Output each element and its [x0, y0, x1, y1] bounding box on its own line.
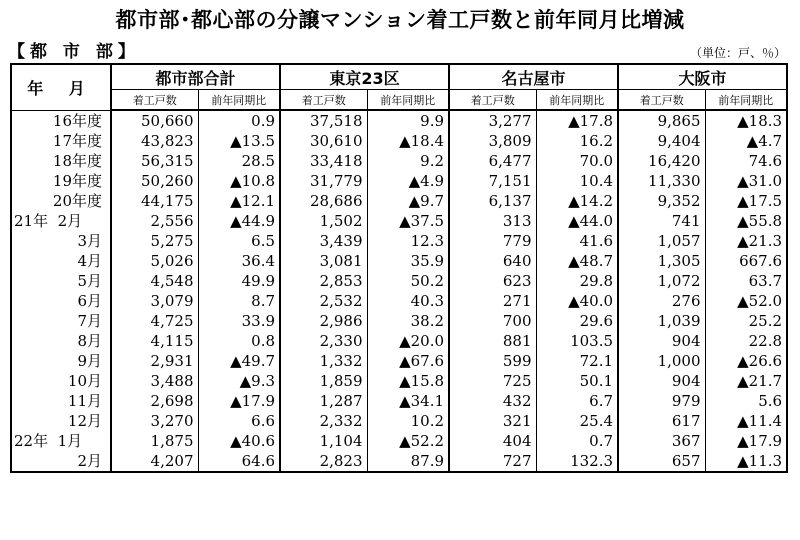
- table-body: [11, 110, 787, 472]
- cell-starts: 4,548: [111, 271, 198, 291]
- table-row: [11, 171, 787, 191]
- cell-starts: 2,931: [111, 351, 198, 371]
- cell-starts: 2,332: [280, 411, 367, 431]
- cell-yoy: ▲40.0: [536, 291, 618, 311]
- cell-yoy: ▲4.7: [705, 131, 787, 151]
- cell-yoy: 70.0: [536, 151, 618, 171]
- table-row: [11, 131, 787, 151]
- cell-yoy: ▲26.6: [705, 351, 787, 371]
- cell-starts: 3,081: [280, 251, 367, 271]
- cell-yoy: ▲55.8: [705, 211, 787, 231]
- cell-yoy: ▲20.0: [367, 331, 449, 351]
- cell-yoy: 16.2: [536, 131, 618, 151]
- cell-starts: 741: [618, 211, 705, 231]
- cell-yoy: 74.6: [705, 151, 787, 171]
- row-label: 18年度: [11, 151, 111, 171]
- table-row: [11, 451, 787, 472]
- cell-starts: 3,277: [449, 110, 536, 131]
- cell-starts: 271: [449, 291, 536, 311]
- data-table: [10, 63, 788, 473]
- cell-starts: 9,404: [618, 131, 705, 151]
- cell-starts: 3,079: [111, 291, 198, 311]
- cell-starts: 321: [449, 411, 536, 431]
- row-label: 22年 1月: [11, 431, 111, 451]
- subheader-starts: 着工戸数: [280, 90, 367, 111]
- cell-yoy: 50.2: [367, 271, 449, 291]
- cell-starts: 1,057: [618, 231, 705, 251]
- cell-starts: 1,502: [280, 211, 367, 231]
- cell-yoy: 9.9: [367, 110, 449, 131]
- cell-yoy: 0.8: [198, 331, 280, 351]
- cell-yoy: 8.7: [198, 291, 280, 311]
- cell-starts: 44,175: [111, 191, 198, 211]
- cell-yoy: ▲37.5: [367, 211, 449, 231]
- cell-yoy: ▲21.7: [705, 371, 787, 391]
- cell-yoy: 5.6: [705, 391, 787, 411]
- cell-starts: 2,698: [111, 391, 198, 411]
- cell-yoy: 40.3: [367, 291, 449, 311]
- row-label: 2月: [11, 451, 111, 472]
- cell-starts: 7,151: [449, 171, 536, 191]
- cell-yoy: 6.6: [198, 411, 280, 431]
- table-row: [11, 411, 787, 431]
- table-row: [11, 251, 787, 271]
- cell-starts: 640: [449, 251, 536, 271]
- cell-yoy: ▲48.7: [536, 251, 618, 271]
- cell-yoy: ▲49.7: [198, 351, 280, 371]
- cell-yoy: ▲9.7: [367, 191, 449, 211]
- table-row: [11, 291, 787, 311]
- cell-yoy: ▲11.4: [705, 411, 787, 431]
- cell-starts: 6,137: [449, 191, 536, 211]
- row-label: 3月: [11, 231, 111, 251]
- subheader-starts: 着工戸数: [618, 90, 705, 111]
- cell-starts: 4,207: [111, 451, 198, 472]
- cell-starts: 881: [449, 331, 536, 351]
- group-header-total: 都市部合計: [111, 64, 280, 90]
- subheader-starts: 着工戸数: [449, 90, 536, 111]
- cell-starts: 1,000: [618, 351, 705, 371]
- cell-starts: 33,418: [280, 151, 367, 171]
- cell-starts: 2,330: [280, 331, 367, 351]
- cell-starts: 1,039: [618, 311, 705, 331]
- cell-starts: 1,287: [280, 391, 367, 411]
- cell-yoy: 667.6: [705, 251, 787, 271]
- cell-yoy: 103.5: [536, 331, 618, 351]
- cell-starts: 4,725: [111, 311, 198, 331]
- cell-yoy: 9.2: [367, 151, 449, 171]
- cell-starts: 904: [618, 371, 705, 391]
- cell-yoy: ▲44.0: [536, 211, 618, 231]
- cell-yoy: ▲4.9: [367, 171, 449, 191]
- table-row: [11, 331, 787, 351]
- cell-starts: 3,488: [111, 371, 198, 391]
- table-row: [11, 391, 787, 411]
- cell-starts: 50,660: [111, 110, 198, 131]
- cell-yoy: 38.2: [367, 311, 449, 331]
- cell-starts: 657: [618, 451, 705, 472]
- cell-starts: 31,779: [280, 171, 367, 191]
- cell-starts: 2,532: [280, 291, 367, 311]
- cell-starts: 1,305: [618, 251, 705, 271]
- cell-yoy: ▲52.2: [367, 431, 449, 451]
- group-header-nagoya: 名古屋市: [449, 64, 618, 90]
- cell-starts: 1,859: [280, 371, 367, 391]
- cell-yoy: 72.1: [536, 351, 618, 371]
- cell-yoy: ▲18.3: [705, 110, 787, 131]
- cell-yoy: ▲44.9: [198, 211, 280, 231]
- subheader-yoy: 前年同期比: [705, 90, 787, 111]
- cell-yoy: 0.9: [198, 110, 280, 131]
- cell-starts: 9,352: [618, 191, 705, 211]
- cell-starts: 2,986: [280, 311, 367, 331]
- cell-starts: 30,610: [280, 131, 367, 151]
- row-label: 20年度: [11, 191, 111, 211]
- group-header-osaka: 大阪市: [618, 64, 787, 90]
- table-row: [11, 110, 787, 131]
- cell-starts: 904: [618, 331, 705, 351]
- cell-starts: 1,875: [111, 431, 198, 451]
- table-row: [11, 191, 787, 211]
- cell-starts: 979: [618, 391, 705, 411]
- cell-yoy: 87.9: [367, 451, 449, 472]
- cell-starts: 367: [618, 431, 705, 451]
- cell-yoy: 0.7: [536, 431, 618, 451]
- period-header: 年 月: [11, 64, 111, 110]
- cell-starts: 2,556: [111, 211, 198, 231]
- row-label: 12月: [11, 411, 111, 431]
- section-label: 【都 市 部】: [8, 42, 140, 62]
- cell-starts: 2,853: [280, 271, 367, 291]
- unit-note: （単位：戸、％）: [689, 46, 786, 60]
- cell-yoy: ▲9.3: [198, 371, 280, 391]
- cell-yoy: 64.6: [198, 451, 280, 472]
- cell-starts: 1,104: [280, 431, 367, 451]
- table-row: [11, 431, 787, 451]
- cell-starts: 9,865: [618, 110, 705, 131]
- cell-yoy: 50.1: [536, 371, 618, 391]
- cell-yoy: 6.5: [198, 231, 280, 251]
- cell-starts: 276: [618, 291, 705, 311]
- table-row: [11, 351, 787, 371]
- cell-starts: 56,315: [111, 151, 198, 171]
- cell-yoy: 25.2: [705, 311, 787, 331]
- cell-yoy: ▲14.2: [536, 191, 618, 211]
- cell-yoy: ▲31.0: [705, 171, 787, 191]
- cell-yoy: ▲13.5: [198, 131, 280, 151]
- page-title: 都市部･都心部の分譲マンション着工戸数と前年同月比増減: [115, 8, 685, 32]
- cell-starts: 4,115: [111, 331, 198, 351]
- row-label: 5月: [11, 271, 111, 291]
- cell-yoy: ▲34.1: [367, 391, 449, 411]
- cell-yoy: ▲17.9: [705, 431, 787, 451]
- cell-yoy: ▲40.6: [198, 431, 280, 451]
- subheader-yoy: 前年同期比: [198, 90, 280, 111]
- cell-starts: 599: [449, 351, 536, 371]
- cell-starts: 3,809: [449, 131, 536, 151]
- cell-yoy: ▲21.3: [705, 231, 787, 251]
- cell-starts: 313: [449, 211, 536, 231]
- cell-starts: 28,686: [280, 191, 367, 211]
- row-label: 16年度: [11, 110, 111, 131]
- cell-starts: 623: [449, 271, 536, 291]
- cell-yoy: ▲10.8: [198, 171, 280, 191]
- cell-yoy: 10.2: [367, 411, 449, 431]
- cell-yoy: 36.4: [198, 251, 280, 271]
- cell-starts: 404: [449, 431, 536, 451]
- cell-yoy: 63.7: [705, 271, 787, 291]
- cell-starts: 432: [449, 391, 536, 411]
- cell-starts: 617: [618, 411, 705, 431]
- row-label: 8月: [11, 331, 111, 351]
- cell-yoy: 35.9: [367, 251, 449, 271]
- cell-yoy: ▲17.5: [705, 191, 787, 211]
- row-label: 4月: [11, 251, 111, 271]
- cell-starts: 727: [449, 451, 536, 472]
- table-row: [11, 311, 787, 331]
- cell-starts: 5,275: [111, 231, 198, 251]
- cell-starts: 50,260: [111, 171, 198, 191]
- cell-yoy: ▲15.8: [367, 371, 449, 391]
- cell-yoy: ▲11.3: [705, 451, 787, 472]
- table-row: [11, 371, 787, 391]
- row-label: 9月: [11, 351, 111, 371]
- table-row: [11, 231, 787, 251]
- cell-yoy: ▲18.4: [367, 131, 449, 151]
- cell-starts: 725: [449, 371, 536, 391]
- cell-starts: 6,477: [449, 151, 536, 171]
- cell-yoy: 29.6: [536, 311, 618, 331]
- cell-starts: 2,823: [280, 451, 367, 472]
- cell-yoy: 22.8: [705, 331, 787, 351]
- cell-starts: 1,072: [618, 271, 705, 291]
- cell-starts: 3,439: [280, 231, 367, 251]
- subheader-starts: 着工戸数: [111, 90, 198, 111]
- row-label: 21年 2月: [11, 211, 111, 231]
- cell-starts: 37,518: [280, 110, 367, 131]
- row-label: 17年度: [11, 131, 111, 151]
- cell-yoy: 28.5: [198, 151, 280, 171]
- cell-yoy: 6.7: [536, 391, 618, 411]
- cell-starts: 700: [449, 311, 536, 331]
- row-label: 7月: [11, 311, 111, 331]
- cell-yoy: ▲17.9: [198, 391, 280, 411]
- row-label: 6月: [11, 291, 111, 311]
- cell-starts: 43,823: [111, 131, 198, 151]
- cell-starts: 16,420: [618, 151, 705, 171]
- cell-starts: 3,270: [111, 411, 198, 431]
- subheader-yoy: 前年同期比: [536, 90, 618, 111]
- cell-starts: 5,026: [111, 251, 198, 271]
- cell-yoy: ▲52.0: [705, 291, 787, 311]
- cell-starts: 1,332: [280, 351, 367, 371]
- cell-yoy: 25.4: [536, 411, 618, 431]
- cell-yoy: 49.9: [198, 271, 280, 291]
- table-row: [11, 211, 787, 231]
- cell-yoy: 12.3: [367, 231, 449, 251]
- cell-yoy: 29.8: [536, 271, 618, 291]
- cell-yoy: ▲12.1: [198, 191, 280, 211]
- row-label: 19年度: [11, 171, 111, 191]
- cell-starts: 779: [449, 231, 536, 251]
- subheader-yoy: 前年同期比: [367, 90, 449, 111]
- cell-yoy: 10.4: [536, 171, 618, 191]
- table-row: [11, 151, 787, 171]
- cell-yoy: 33.9: [198, 311, 280, 331]
- cell-yoy: 41.6: [536, 231, 618, 251]
- cell-yoy: ▲67.6: [367, 351, 449, 371]
- group-header-tokyo: 東京23区: [280, 64, 449, 90]
- cell-starts: 11,330: [618, 171, 705, 191]
- row-label: 11月: [11, 391, 111, 411]
- cell-yoy: 132.3: [536, 451, 618, 472]
- row-label: 10月: [11, 371, 111, 391]
- cell-yoy: ▲17.8: [536, 110, 618, 131]
- table-row: [11, 271, 787, 291]
